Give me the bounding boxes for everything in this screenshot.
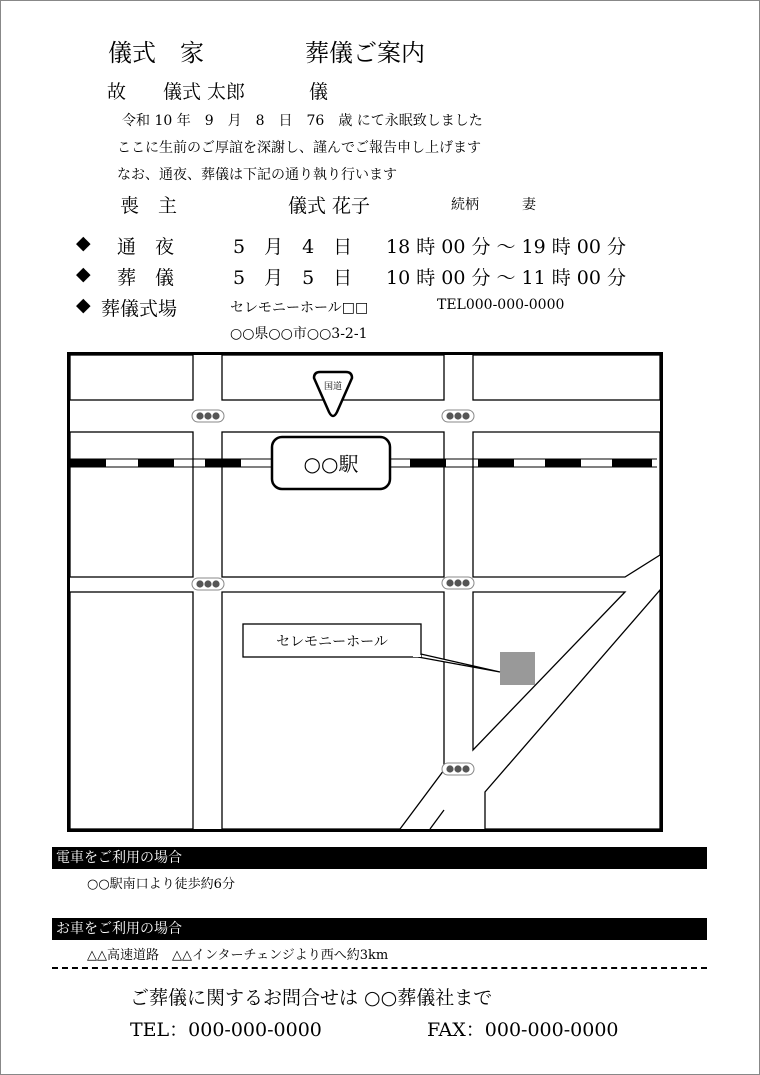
wake-date: 5 月 4 日 — [233, 236, 353, 258]
traffic-light-icon — [442, 410, 474, 422]
relation-label: 続柄 — [451, 197, 479, 213]
chief-mourner-label: 喪 主 — [120, 195, 178, 217]
chief-mourner-name: 儀式 花子 — [288, 195, 371, 217]
deceased-name: 儀式 太郎 — [163, 81, 246, 103]
notice-line-3: なお、通夜、葬儀は下記の通り執り行います — [117, 167, 397, 183]
deceased-prefix: 故 — [107, 81, 127, 103]
traffic-light-icon — [442, 763, 474, 775]
funeral-time: 10 時 00 分 ～ 11 時 00 分 — [386, 267, 627, 289]
venue-name: セレモニーホール□□ — [230, 300, 369, 316]
venue-label: 葬儀式場 — [101, 298, 178, 320]
traffic-light-icon — [442, 577, 474, 589]
notice-line-2: ここに生前のご厚誼を深謝し、謹んでご報告申し上げます — [117, 140, 481, 156]
route-sign-label: 国道 — [323, 382, 343, 392]
train-heading: 電車をご利用の場合 — [52, 847, 707, 869]
hall-label: セレモニーホール — [276, 634, 388, 650]
family-title: 儀式 家 — [108, 39, 204, 67]
train-directions: ○○駅南口より徒歩約6分 — [87, 877, 235, 892]
relation-value: 妻 — [522, 197, 536, 213]
wake-bullet: ◆ — [76, 232, 91, 254]
route-sign-icon — [314, 372, 352, 416]
venue-address: ○○県○○市○○3-2-1 — [230, 326, 368, 342]
station-label: ○○駅 — [303, 452, 359, 476]
main-title: 葬儀ご案内 — [305, 39, 425, 67]
funeral-date: 5 月 5 日 — [233, 267, 353, 289]
traffic-light-icon — [192, 410, 224, 422]
contact-tel: TEL：000-000-0000 — [130, 1019, 322, 1041]
deceased-suffix: 儀 — [309, 81, 329, 103]
hall-marker — [500, 652, 535, 685]
contact-line: ご葬儀に関するお問合せは ○○葬儀社まで — [130, 987, 493, 1009]
contact-fax: FAX：000-000-0000 — [427, 1019, 619, 1041]
traffic-light-icon — [192, 578, 224, 590]
funeral-label: 葬 儀 — [117, 267, 175, 289]
wake-time: 18 時 00 分 ～ 19 時 00 分 — [386, 236, 627, 258]
venue-bullet: ◆ — [76, 294, 91, 316]
wake-label: 通 夜 — [117, 236, 175, 258]
car-heading: お車をご利用の場合 — [52, 918, 707, 940]
map-drawing — [70, 355, 660, 829]
funeral-bullet: ◆ — [76, 263, 91, 285]
divider-line — [52, 967, 707, 969]
map-blocks — [70, 355, 660, 829]
notice-line-1: 令和 10 年 9 月 8 日 76 歳 にて永眠致しました — [122, 113, 483, 129]
car-directions: △△高速道路 △△インターチェンジより西へ約3km — [87, 948, 389, 963]
venue-tel: TEL000-000-0000 — [437, 297, 565, 313]
access-map — [67, 352, 663, 832]
